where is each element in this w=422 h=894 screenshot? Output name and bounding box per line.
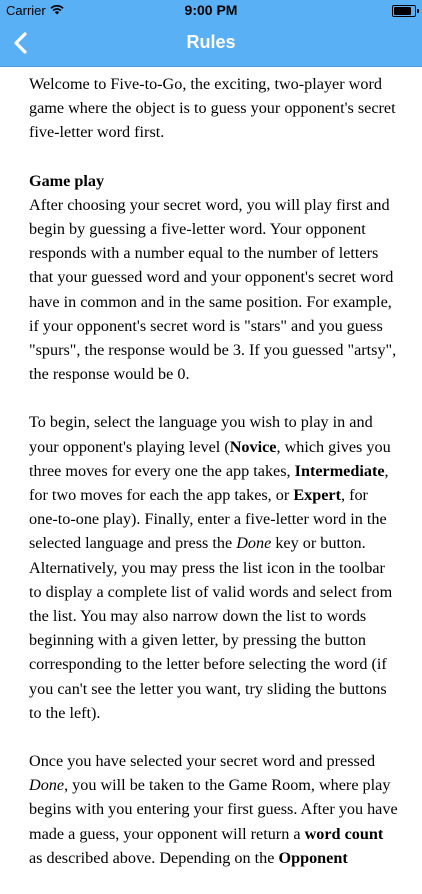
battery-icon <box>392 5 416 17</box>
game-room-paragraph <box>29 749 399 870</box>
intro-paragraph: Welcome to Five-to-Go, the exciting, two-player word game where the object is to guess your opponent's secret five-letter word first. <box>29 75 396 142</box>
text-span: , for two moves for each the app takes, or <box>29 461 389 505</box>
page-title: Rules <box>186 32 236 52</box>
text-span: Once you have selected your secret word and pressed <box>29 752 376 771</box>
gameplay-paragraph: After choosing your secret word, you will play first and begin by guessing a five-letter word. Your opponent responds with a number equal to the number of letters that your guessed word and your opponent's secret word have in common and in the same position. For example, if your opponent's secret word is "stars" and you guess "spurs", the response would be 3. If you guessed "artsy", the response would be 0. <box>29 195 397 384</box>
intermediate-term: Intermediate <box>294 461 385 480</box>
text-span: To begin, select the language you wish to play in and your opponent's playing level ( <box>29 413 373 456</box>
status-bar <box>0 0 422 20</box>
navigation-bar <box>0 20 422 67</box>
done-term: Done <box>29 776 65 795</box>
done-term: Done <box>236 534 272 553</box>
battery-level <box>394 7 411 15</box>
novice-term: Novice <box>229 437 277 456</box>
gameplay-heading: Game play <box>29 171 105 190</box>
status-time: 9:00 PM <box>184 2 238 18</box>
rules-content <box>29 72 399 894</box>
text-span: , which gives you three moves for every one the app takes, <box>29 437 391 480</box>
opponent-term: Opponent <box>278 848 348 867</box>
text-span: as described above. Depending on the <box>29 848 279 867</box>
setup-paragraph <box>29 410 399 725</box>
expert-term: Expert <box>293 486 341 505</box>
text-span: , you will be taken to the Game Room, where play begins with you entering your first guess. After you have made a guess, your opponent will return a <box>29 776 398 843</box>
word-count-term: word count <box>304 824 384 843</box>
carrier-label: Carrier <box>6 3 46 18</box>
text-span: , for one-to-one play). Finally, enter a five-letter word in the selected language and press the <box>29 486 387 553</box>
text-span: key or button. Alternatively, you may press the list icon in the toolbar to display a complete list of valid words and select from the list. You may also narrow down the list to words beginning with a given letter, by pressing the button corresponding to the letter before selecting the word (if you can't see the letter you want, try sliding the buttons to the left). <box>29 534 393 722</box>
